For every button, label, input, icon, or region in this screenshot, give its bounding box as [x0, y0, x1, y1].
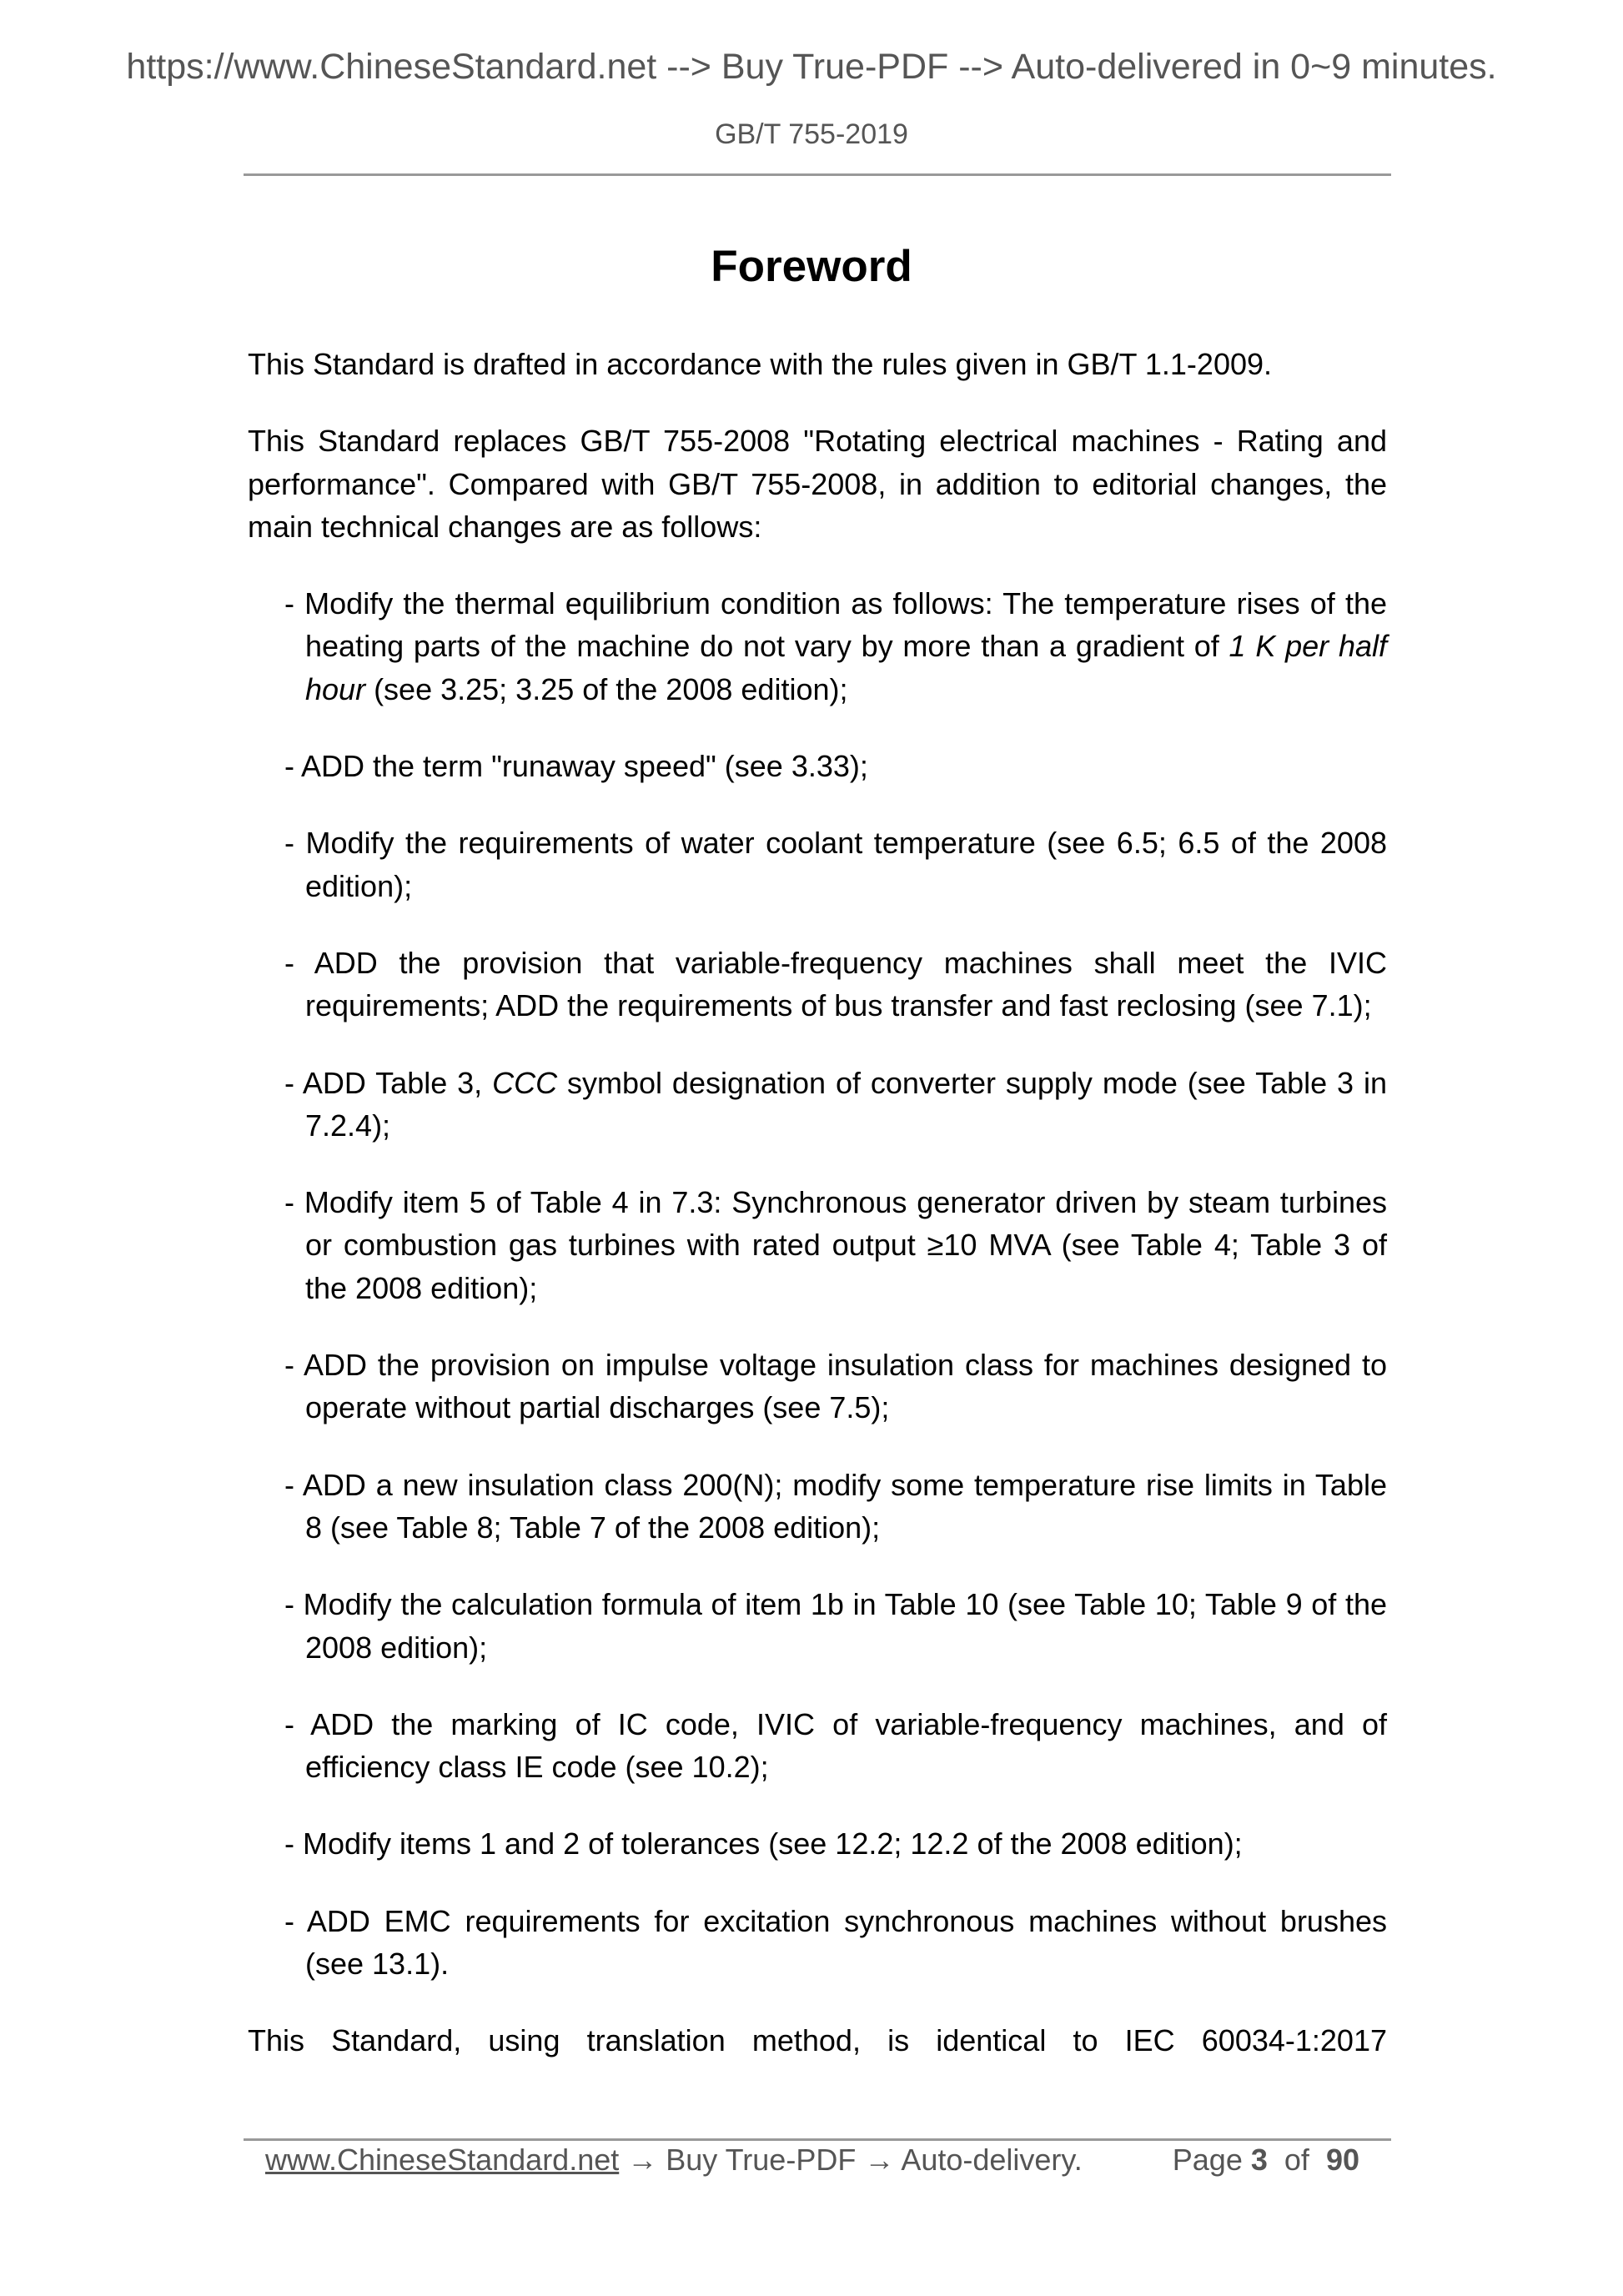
paragraph: This Standard is drafted in accordance with the rules given in GB/T 1.1-2009.: [248, 347, 1273, 381]
current-page: 3: [1250, 2143, 1268, 2177]
footer-text: → Buy True-PDF → Auto-delivery.: [619, 2143, 1083, 2177]
item-italic: CCC: [492, 1065, 558, 1100]
total-pages: 90: [1325, 2143, 1359, 2177]
paragraph: This Standard replaces GB/T 755-2008 "Rotating electrical machines - Rating and performance". Compared with GB/T 755-2008, in addition to editorial changes, the main technical changes are as follows:: [248, 424, 1387, 544]
paragraph: This Standard, using translation method, is identical to IEC 60034-1:2017: [248, 2023, 1387, 2058]
page-title: Foreword: [711, 242, 912, 291]
list-item: - Modify the requirements of water coolant temperature (see 6.5; 6.5 of the 2008 edition);: [284, 826, 1387, 903]
header-divider: [244, 173, 1391, 176]
footer-site-link[interactable]: www.ChineseStandard.net: [265, 2143, 620, 2177]
document-code: GB/T 755-2019: [715, 118, 908, 150]
list-item: - ADD the provision that variable-frequency machines shall meet the IVIC requirements; ADD the requirements of bus transfer and fast reclosing (see 7.1);: [284, 945, 1387, 1023]
top-banner: https://www.ChineseStandard.net --> Buy True-PDF --> Auto-delivered in 0~9 minutes.: [126, 47, 1497, 87]
page-number: [1173, 2141, 1359, 2179]
foreword-body: [248, 343, 1387, 2062]
list-item: - ADD the provision on impulse voltage insulation class for machines designed to operate without partial discharges (see 7.5);: [284, 1348, 1387, 1425]
list-item: - ADD a new insulation class 200(N); modify some temperature rise limits in Table 8 (see Table 8; Table 7 of the 2008 edition);: [284, 1467, 1387, 1545]
of-label: of: [1284, 2143, 1309, 2177]
item-text: (see 3.25; 3.25 of the 2008 edition);: [365, 671, 848, 706]
list-item: - Modify item 5 of Table 4 in 7.3: Synchronous generator driven by steam turbines or combustion gas turbines with rated output ≥10 MVA (see Table 4; Table 3 of the 2008 edition);: [284, 1185, 1387, 1305]
item-text: - ADD Table 3,: [284, 1065, 493, 1100]
item-italic: 1 K per half hour: [305, 629, 1387, 706]
footer: [265, 2141, 1374, 2179]
list-item: - Modify the calculation formula of item 1b in Table 10 (see Table 10; Table 9 of the 2008 edition);: [284, 1587, 1387, 1665]
list-item: [248, 1062, 1387, 1148]
list-item: [248, 582, 1387, 711]
page-label: Page: [1172, 2143, 1243, 2177]
list-item: - Modify items 1 and 2 of tolerances (see 12.2; 12.2 of the 2008 edition);: [284, 1826, 1243, 1861]
item-text: symbol designation of converter supply mode (see Table 3 in 7.2.4);: [305, 1065, 1388, 1143]
list-item: - ADD the marking of IC code, IVIC of variable-frequency machines, and of efficiency class IE code (see 10.2);: [284, 1706, 1387, 1785]
list-item: - ADD EMC requirements for excitation synchronous machines without brushes (see 13.1).: [284, 1903, 1387, 1982]
item-text: - Modify the thermal equilibrium condition as follows: The temperature rises of the heating parts of the machine do not vary by more than a gradient of: [284, 586, 1387, 664]
list-item: - ADD the term "runaway speed" (see 3.33);: [284, 749, 868, 784]
